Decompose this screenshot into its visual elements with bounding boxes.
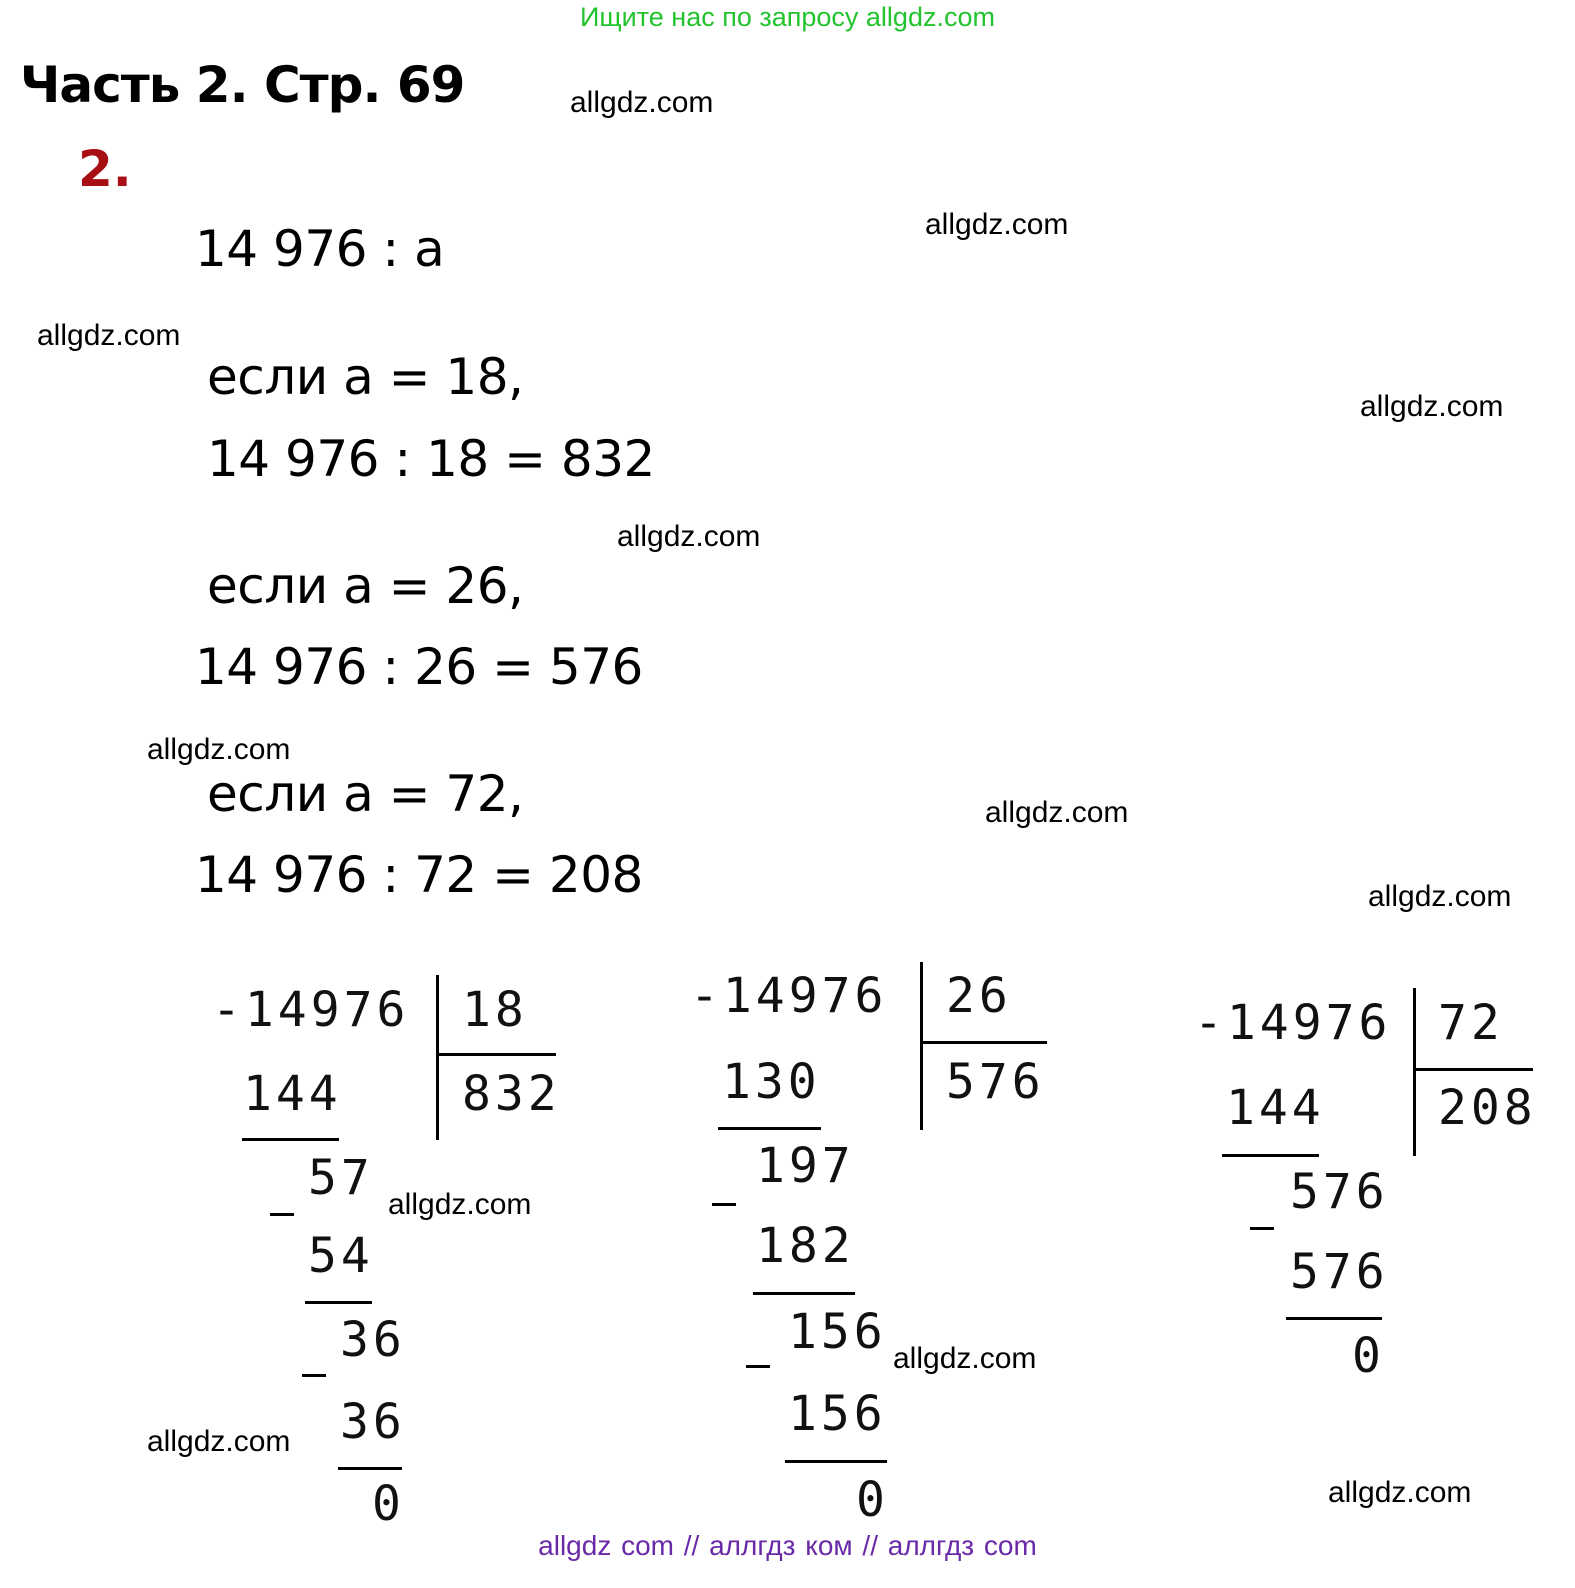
step-line (305, 1301, 372, 1304)
quotient: 208 (1438, 1080, 1537, 1136)
step-product: 144 (1226, 1080, 1325, 1136)
divisor: 72 (1438, 995, 1504, 1051)
footer-links: allgdz com // аллгдз ком // аллгдз com (538, 1530, 1037, 1561)
step-line (1286, 1317, 1382, 1320)
minus-sign (270, 1213, 294, 1216)
divisor: 18 (462, 982, 528, 1038)
watermark: allgdz.com (147, 733, 291, 766)
case-condition-1: если а = 18, (207, 348, 524, 406)
step-product: 156 (788, 1386, 887, 1442)
step-line (785, 1460, 887, 1463)
minus-sign (712, 1203, 736, 1206)
watermark: allgdz.com (1360, 390, 1504, 423)
watermark: allgdz.com (570, 86, 714, 119)
case-result-1: 14 976 : 18 = 832 (207, 430, 655, 488)
expression: 14 976 : a (195, 220, 445, 278)
step-remainder: 576 (1290, 1164, 1389, 1220)
minus-sign (302, 1374, 326, 1377)
division-bar (920, 962, 923, 1130)
division-bar (1413, 988, 1416, 1156)
quotient-line (436, 1053, 556, 1056)
watermark: allgdz.com (388, 1188, 532, 1221)
quotient-line (1413, 1068, 1533, 1071)
dividend: -14976 (212, 982, 410, 1038)
dividend: -14976 (1194, 995, 1392, 1051)
step-remainder: 57 (308, 1150, 374, 1206)
division-bar (436, 975, 439, 1140)
step-product: 130 (722, 1054, 821, 1110)
watermark: allgdz.com (617, 520, 761, 553)
step-line (753, 1292, 855, 1295)
case-result-2: 14 976 : 26 = 576 (195, 638, 643, 696)
step-line (1222, 1154, 1319, 1157)
step-remainder: 197 (756, 1138, 855, 1194)
step-remainder: 36 (340, 1312, 406, 1368)
quotient: 832 (462, 1066, 561, 1122)
watermark: allgdz.com (1368, 880, 1512, 913)
case-condition-2: если а = 26, (207, 557, 524, 615)
step-product: 144 (243, 1066, 342, 1122)
page-heading: Часть 2. Стр. 69 (20, 56, 465, 114)
quotient: 576 (946, 1054, 1045, 1110)
watermark: allgdz.com (925, 208, 1069, 241)
case-condition-3: если а = 72, (207, 765, 524, 823)
minus-sign (746, 1365, 770, 1368)
step-product: 54 (308, 1228, 374, 1284)
task-number: 2. (78, 140, 132, 198)
divisor: 26 (946, 968, 1012, 1024)
minus-sign (1250, 1227, 1274, 1230)
step-line (338, 1467, 402, 1470)
watermark: allgdz.com (147, 1425, 291, 1458)
step-remainder: 156 (788, 1304, 887, 1360)
final-remainder: 0 (1352, 1328, 1385, 1384)
watermark: allgdz.com (985, 796, 1129, 829)
case-result-3: 14 976 : 72 = 208 (195, 846, 643, 904)
step-line (242, 1138, 339, 1141)
watermark: allgdz.com (1328, 1476, 1472, 1509)
step-line (718, 1127, 821, 1130)
final-remainder: 0 (856, 1472, 889, 1528)
dividend: -14976 (690, 968, 888, 1024)
search-banner: Ищите нас по запросу allgdz.com (580, 2, 995, 32)
watermark: allgdz.com (893, 1342, 1037, 1375)
final-remainder: 0 (372, 1476, 405, 1532)
quotient-line (920, 1041, 1047, 1044)
step-product: 576 (1290, 1244, 1389, 1300)
watermark: allgdz.com (37, 319, 181, 352)
step-product: 36 (340, 1394, 406, 1450)
step-product: 182 (756, 1218, 855, 1274)
